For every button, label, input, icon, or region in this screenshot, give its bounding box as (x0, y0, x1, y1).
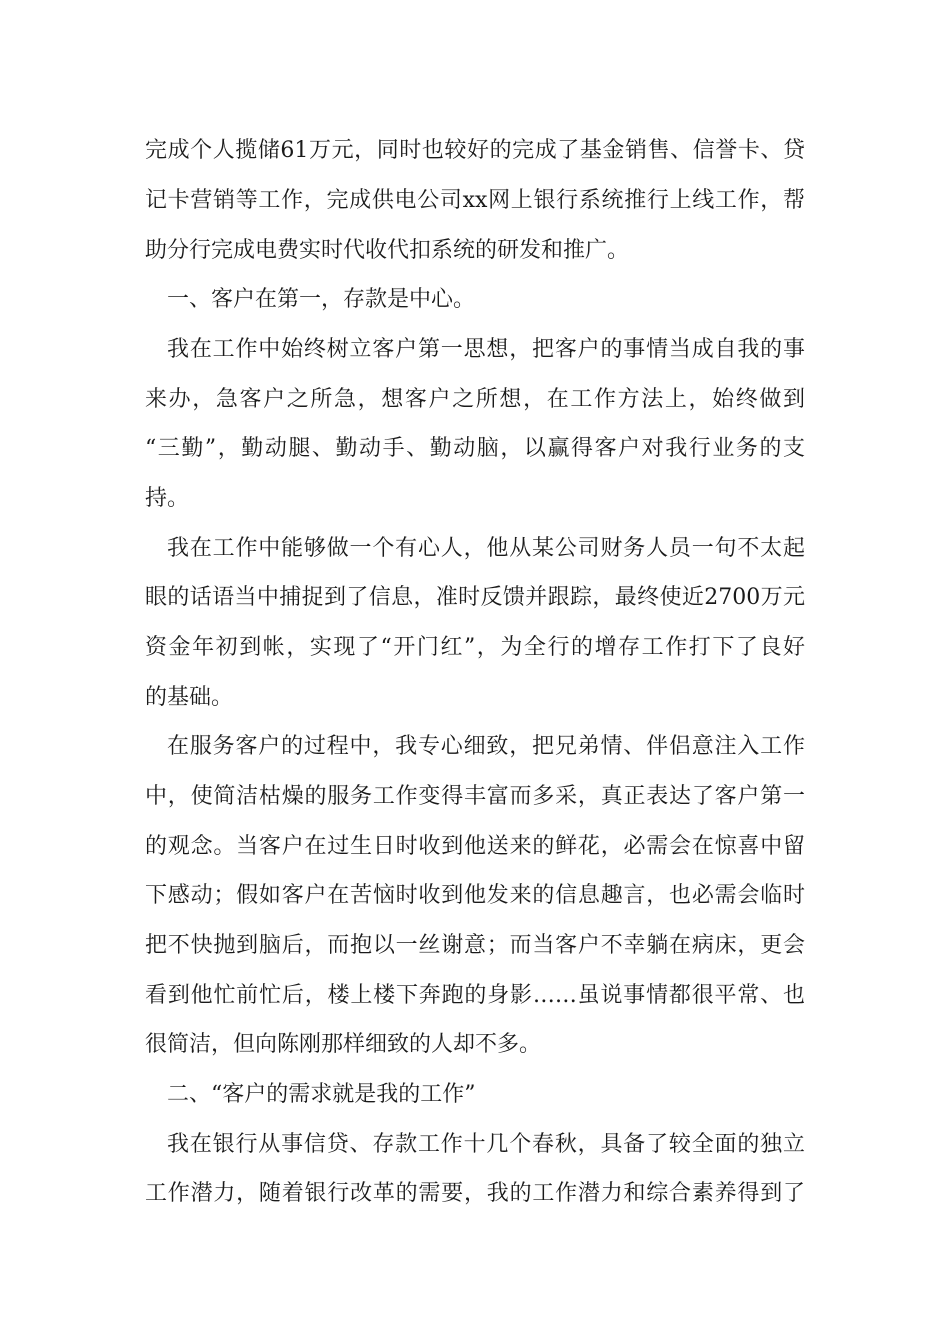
paragraph-line: 的基础。 (145, 685, 234, 710)
paragraph-line: “三勤”，勤动腿、勤动手、勤动脑，以赢得客户对我行业务的支 (145, 436, 805, 461)
paragraph-line: 资金年初到帐，实现了“开门红”，为全行的增存工作打下了良好 (145, 635, 805, 660)
paragraph-line: 助分行完成电费实时代收代扣系统的研发和推广。 (145, 238, 630, 263)
paragraph-line: 工作潜力，随着银行改革的需要，我的工作潜力和综合素养得到了 (145, 1181, 805, 1206)
paragraph-line: 我在工作中能够做一个有心人，他从某公司财务人员一句不太起 (167, 536, 805, 561)
paragraph-line: 眼的话语当中捕捉到了信息，准时反馈并跟踪，最终使近2700万元 (145, 585, 805, 610)
paragraph-line: 很简洁，但向陈刚那样细致的人却不多。 (145, 1032, 542, 1057)
paragraph-line: 下感动；假如客户在苦恼时收到他发来的信息趣言，也必需会临时 (145, 883, 805, 908)
paragraph-line: 的观念。当客户在过生日时收到他送来的鲜花，必需会在惊喜中留 (145, 834, 805, 859)
paragraph-line: 来办，急客户之所急，想客户之所想，在工作方法上，始终做到 (145, 387, 805, 412)
section-heading: 一、客户在第一，存款是中心。 (167, 287, 476, 312)
paragraph-line: 完成个人揽储61万元，同时也较好的完成了基金销售、信誉卡、贷 (145, 138, 805, 163)
paragraph-line: 记卡营销等工作，完成供电公司xx网上银行系统推行上线工作，帮 (145, 188, 805, 213)
paragraph-line: 在服务客户的过程中，我专心细致，把兄弟情、伴侣意注入工作 (167, 734, 805, 759)
paragraph-line: 我在银行从事信贷、存款工作十几个春秋，具备了较全面的独立 (167, 1132, 805, 1157)
paragraph-line: 中，使简洁枯燥的服务工作变得丰富而多采，真正表达了客户第一 (145, 784, 805, 809)
paragraph-line: 看到他忙前忙后，楼上楼下奔跑的身影……虽说事情都很平常、也 (145, 983, 805, 1008)
paragraph-line: 我在工作中始终树立客户第一思想，把客户的事情当成自我的事 (167, 337, 805, 362)
paragraph-line: 持。 (145, 486, 190, 511)
paragraph-line: 把不快抛到脑后，而抱以一丝谢意；而当客户不幸躺在病床，更会 (145, 933, 805, 958)
section-heading: 二、“客户的需求就是我的工作” (167, 1082, 476, 1107)
